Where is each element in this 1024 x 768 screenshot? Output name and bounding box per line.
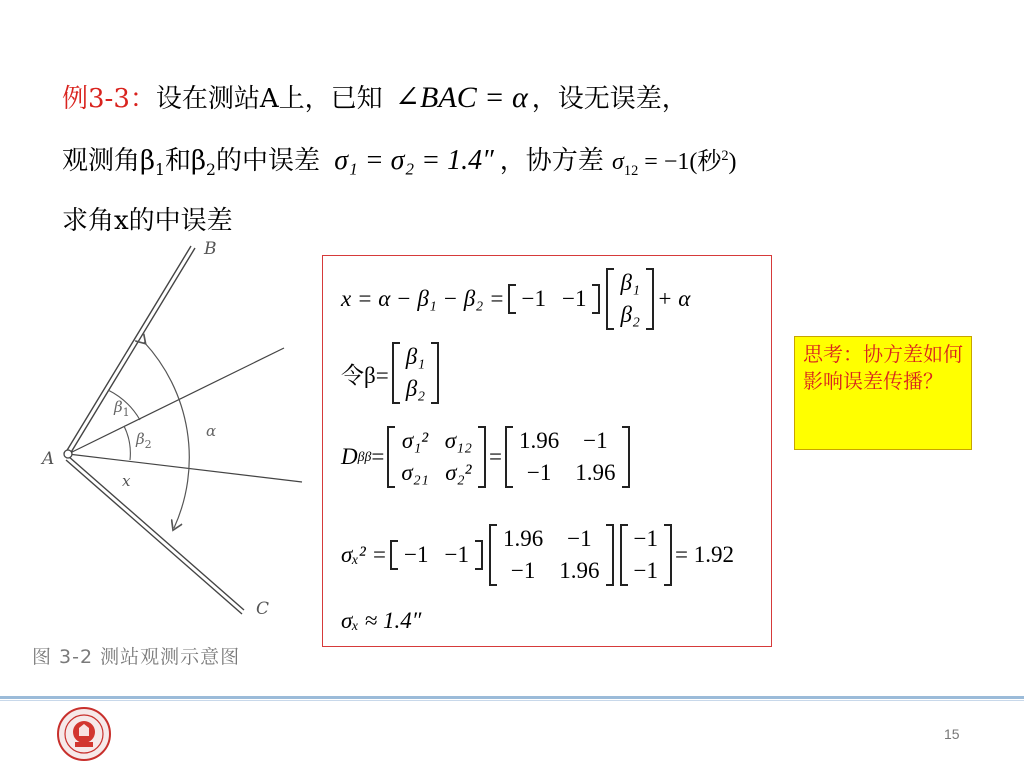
arc-beta2 [124, 426, 130, 460]
formula-x-definition [341, 268, 690, 330]
label-c: C [256, 599, 270, 619]
f3-sym-2: σ₂₁ [401, 460, 429, 485]
footer-divider-thin [0, 700, 1024, 701]
cov-unit-sup: 2 [721, 148, 729, 164]
f3-num-3: 1.96 [575, 460, 616, 485]
problem-given-text: 设在测站A上，已知 [155, 84, 383, 114]
ray-ac [68, 456, 244, 610]
f4-mat-3: 1.96 [559, 558, 600, 583]
f4-lhs: σₓ² = [341, 542, 388, 567]
f2-col-0: β₁ [405, 344, 426, 369]
f4-mat-2: −1 [510, 558, 536, 583]
beta-sub-2: 2 [206, 161, 216, 180]
beta-symbol-2: β [190, 146, 207, 176]
f4-col-vector [620, 524, 672, 586]
f4-row-0: −1 [404, 542, 429, 567]
f1-row-0: −1 [521, 286, 546, 311]
f4-mat-0: 1.96 [503, 526, 544, 551]
problem-line-1 [62, 78, 688, 115]
problem-given-tail: ，设无误差， [531, 84, 688, 114]
f1-col-0: β₁ [620, 270, 640, 295]
label-a: A [42, 449, 55, 469]
f3-num-0: 1.96 [519, 428, 560, 453]
label-alpha: α [206, 422, 217, 440]
f1-col-vector [606, 268, 653, 330]
beta-symbol: β [140, 146, 156, 176]
ray-beta1 [68, 348, 284, 454]
f4-col-0: −1 [633, 526, 658, 551]
station-point-a [64, 450, 72, 458]
f1-tail: + α [656, 286, 691, 311]
f3-sym-1: σ₁₂ [444, 428, 473, 453]
label-beta2-symbol: β [136, 430, 145, 448]
cov-close-paren: ) [728, 149, 737, 175]
label-beta1-symbol: β [114, 398, 123, 416]
cov-value-text: = −1(秒 [638, 149, 722, 175]
f3-sym-0: σ₁² [401, 428, 429, 453]
problem-line-3: 求角x的中误差 [62, 206, 233, 236]
f4-col-1: −1 [633, 558, 658, 583]
f3-lhs-sub: ββ [357, 449, 372, 464]
covariance-sigma [612, 149, 639, 179]
cov-sigma-sub: 12 [623, 162, 639, 179]
mean-error-text: 的中误差 [215, 146, 320, 176]
and-text: 和 [164, 146, 191, 176]
f1-row-1: −1 [562, 286, 587, 311]
label-beta1 [113, 398, 130, 419]
example-label: 例3-3： [62, 84, 156, 114]
figure-caption: 图 3-2 测站观测示意图 [32, 646, 241, 668]
f4-row-vector [390, 540, 483, 570]
formula-sigma-x [341, 608, 421, 634]
covariance-value [638, 149, 736, 175]
f4-row-1: −1 [444, 542, 470, 567]
beta-sub-1: 1 [155, 161, 165, 180]
label-beta1-sub: 1 [122, 406, 130, 419]
f2-col-vector [392, 342, 439, 404]
f3-symbolic-matrix [387, 426, 486, 488]
f2-lhs: 令β= [341, 362, 389, 388]
ray-beta2 [68, 454, 302, 482]
university-logo-icon [56, 706, 112, 762]
f1-row-vector [508, 284, 601, 314]
f2-col-1: β₂ [405, 376, 426, 401]
label-beta2-sub: 2 [144, 438, 152, 451]
formula-covariance-matrix [341, 426, 633, 488]
formula-box [322, 255, 772, 647]
f3-num-1: −1 [583, 428, 608, 453]
f3-num-2: −1 [526, 460, 552, 485]
sigma-equation: σ₁ = σ₂ = 1.4″ [334, 145, 494, 176]
f4-mat-1: −1 [567, 526, 592, 551]
label-b: B [204, 239, 217, 259]
f4-matrix [489, 524, 614, 586]
problem-line-2 [62, 140, 737, 180]
formula-variance-x [341, 524, 734, 586]
arc-alpha [144, 342, 189, 528]
f3-sym-3: σ₂² [445, 460, 472, 485]
ray-ab [66, 246, 191, 452]
observed-angle-label: 观测角 [62, 146, 141, 176]
page-number: 15 [944, 726, 960, 742]
f4-result: = 1.92 [675, 542, 734, 567]
ray-ac-inner [66, 460, 242, 614]
f3-eq: = [371, 444, 385, 469]
f1-lhs: x = α − β₁ − β₂ = [341, 286, 505, 311]
covariance-label: ，协方差 [499, 146, 604, 176]
angle-bac-math: ∠BAC = α [394, 81, 528, 114]
think-note: 思考：协方差如何影响误差传播？ [794, 336, 972, 450]
f3-eq2: = [489, 444, 503, 469]
footer-divider [0, 696, 1024, 699]
f5-text: σₓ ≈ 1.4″ [341, 608, 422, 633]
label-x: x [122, 472, 131, 490]
cov-sigma-symbol: σ [612, 149, 624, 175]
label-beta2 [135, 430, 152, 451]
ray-ab-inner [70, 248, 195, 454]
f1-col-1: β₂ [620, 302, 640, 327]
f3-lhs: D [341, 444, 358, 469]
formula-beta-definition [341, 342, 442, 404]
f3-numeric-matrix [505, 426, 630, 488]
station-diagram [26, 238, 326, 642]
